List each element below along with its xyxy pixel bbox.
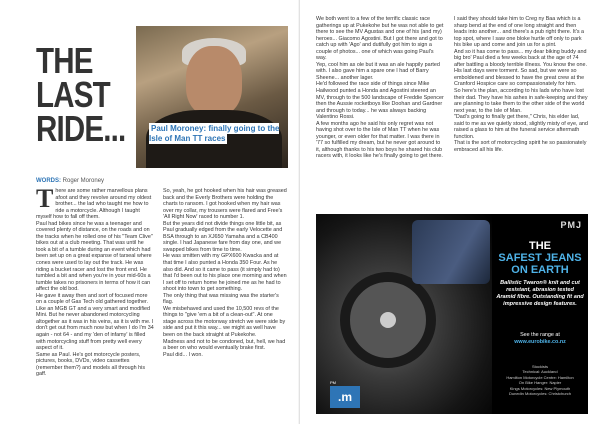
paragraph: Paul did... I won. xyxy=(163,351,203,358)
stockists-title: Stockists xyxy=(531,364,548,369)
paragraph: He'd followed the race side of things since Mike Hailwood punted a Honda and Agostini steered an MV, through to the 500 landscape of Freddie Spencer then the Aussie rocketboys like Doohan and Gardner and through to today... he was always backing Valentino Rossi. xyxy=(316,81,444,121)
ad-body: Ballistic Twaron® knit and cut resistant, abrasion tested Aramid fibre. Outstanding fit and impressive design features. xyxy=(496,280,584,307)
portrait-photo xyxy=(136,26,288,168)
jeans-graphic xyxy=(412,220,490,284)
byline-label: WORDS: xyxy=(36,178,61,184)
stockist-line: On Bike Hanger: Napier xyxy=(518,380,562,386)
headline-line: THE xyxy=(529,240,551,252)
byline-author: Roger Moroney xyxy=(62,178,105,184)
paragraph: That is the sort of motorcycling spirit he so passionately embraced all his life. xyxy=(454,140,587,153)
headline-line: SAFEST JEANS xyxy=(498,252,582,264)
jeans-advertisement xyxy=(316,214,588,414)
paragraph: We both went to a few of the terrific classic race gatherings up at Pukekohe but he was not able to get there to see the MV Agustas and one of his (and my) heroes... Giacomo Agostini. But I got there and got to catch up with 'Ago' and dutifully got him to sign a couple of photos... one of which was going Paul's way. xyxy=(316,16,444,62)
stockist-line: Hamilton Motorcycle Centre: Hamilton xyxy=(506,374,574,380)
wheel-graphic xyxy=(340,272,436,368)
ad-url[interactable]: www.eurobike.co.nz xyxy=(514,339,566,345)
drop-cap: T xyxy=(36,184,54,213)
paragraph: The only thing that was missing was the starter's flag. xyxy=(163,292,279,306)
paragraph: Yep, cool him as ole but it was an ale happily parted with. I also gave him a spare one I had of Barry Sheene... another lager. xyxy=(316,61,440,81)
title-line: RIDE... xyxy=(36,108,126,149)
ad-bike-image xyxy=(316,214,492,414)
article-title xyxy=(36,40,146,149)
paragraph: "Dad's going to finally get there," Chris, his elder lad, said to me as we quietly stood, slightly misty of eye, and raised a glass to him at the funeral service aftermath function. xyxy=(454,114,588,140)
title-line: THE xyxy=(36,40,93,81)
brand-logo: .m xyxy=(330,386,360,408)
paragraph: He gave it away then and sort of focused more on a couple of Gas Tech old gathered together. Like an MGB GT and a very smart and modified Mini. But he never abandoned motorcycling altogether as it was in his veins, as it is with me. I don't get out from much now but when I do I'm 34 again - not 64 - and my 'den of infamy' is filled with motorcycling stuff from pretty well every aspect of it. xyxy=(36,292,154,352)
paragraph: But the years did not divide things one little bit, as Paul gradually edged from the early Velocette and BSA through to an XJ650 Yamaha and a CB400 single. I had Japanese fare from day one, and we swapped bikes from time to time. xyxy=(163,220,283,253)
paragraph xyxy=(36,184,154,221)
column-2 xyxy=(163,188,287,358)
paragraph: He was smitten with my GPX600 Kwacka and at that time I also punted a Honda 350 Four. As he also did. And so it came to pass (it simply had to) that I'd been out to his place one morning and when I set off to return home he joined me as he had to shoot into town to get something. xyxy=(163,253,287,293)
logo-caption: PM xyxy=(330,380,336,385)
photo-caption xyxy=(149,124,294,144)
paragraph: We misbehaved and used the 10,500 revs of the things to "give 'em a bit of a clean-out". At one stage across the motorway stretch we were side by side and put it this way... we might as well have been on the back straight at Pukekohe. xyxy=(163,305,286,339)
paragraph: So, yeah, he got hooked when his hair was greased back and the Everly Brothers were holding the charts to ransom. I got hooked when my hair was over my collar, my trousers were flared and Free's 'All Right Now' raced to number 1. xyxy=(163,188,287,221)
caption-text: Paul Moroney: finally going to the Isle of Man TT races xyxy=(149,124,280,143)
column-3 xyxy=(316,16,444,160)
paragraph: So here's the plan, according to his lads who have lost their dad. They have his ashes in safe-keeping and they are planning to take them to the other side of the world next year, to the Isle of Man. xyxy=(454,88,588,114)
photo-face xyxy=(186,46,242,116)
ad-brand: PMJ xyxy=(560,220,582,230)
title-line: LAST xyxy=(36,74,110,115)
range-label: See the range at xyxy=(520,332,560,338)
column-4 xyxy=(454,16,588,153)
paragraph: And so it has come to pass... my dear biking buddy and big bro' Paul died a few weeks back at the age of 74 after battling a bloody terrible illness. You know the one. His last days were torment. So sad, but we were so emboldened and blessed to have the great crew at the Cranford Hospice care so compassionately for him. xyxy=(454,48,588,88)
stockist-line: Kings Motorcycles: New Plymouth xyxy=(509,385,571,391)
paragraph: A few months ago he said his only regret was not having shot over to the Isle of Man TT when he was younger, or even older for that matter. I was there in '77 so fulfilled my dream, but he never got around to it, although thanks to his two boys he shared his club racers with, it looks like he's finally going to get there. xyxy=(316,120,443,160)
paragraph: Same as Paul. He's got motorcycle posters, pictures, books, DVDs, video cassettes (remember them?) and models all through his gaff. xyxy=(36,351,146,378)
stockist-line: Dunedin Motorcycles: Christchurch xyxy=(508,391,572,397)
column-1 xyxy=(36,184,154,378)
paragraph: I said they should take him to Creg ny Baa which is a sharp bend at the end of one long straight and then leads into another... and there's a pub right there. It's a top spot, where I saw one bloke hurtle off only to park his bike up and come and join us for a pint. xyxy=(454,16,585,49)
stockist-line: Technical: Auckland xyxy=(522,369,558,375)
ad-headline xyxy=(494,240,586,276)
paragraph: Paul had bikes since he was a teenager and covered plenty of distance, on the roads and on the tracks when he rolled one of his "Team Clive" bikes out at a club meeting. That was until he took a bit of a tumble during an event which had been set up on a great expanse of tarseal where cones were used to lay out the track. He was riding a bucket racer and lost the front end. He tumbled a bit and when you're in your mid-60s a tumble takes no prisoners in terms of how it can affect the old bod. xyxy=(36,220,153,293)
ad-range xyxy=(496,332,584,346)
headline-line: ON EARTH xyxy=(511,264,569,276)
paragraph-text: here are some rather marvellous plans afoot and they revolve around my oldest brother... the lad who taught me how to ride a motorcycle. Although I taught myself how to fall off them. xyxy=(36,188,152,221)
paragraph: Madness and not to be condoned, but, hell, we had a beer on who would eventually brake first. xyxy=(163,338,286,352)
ad-stockists xyxy=(496,364,584,396)
